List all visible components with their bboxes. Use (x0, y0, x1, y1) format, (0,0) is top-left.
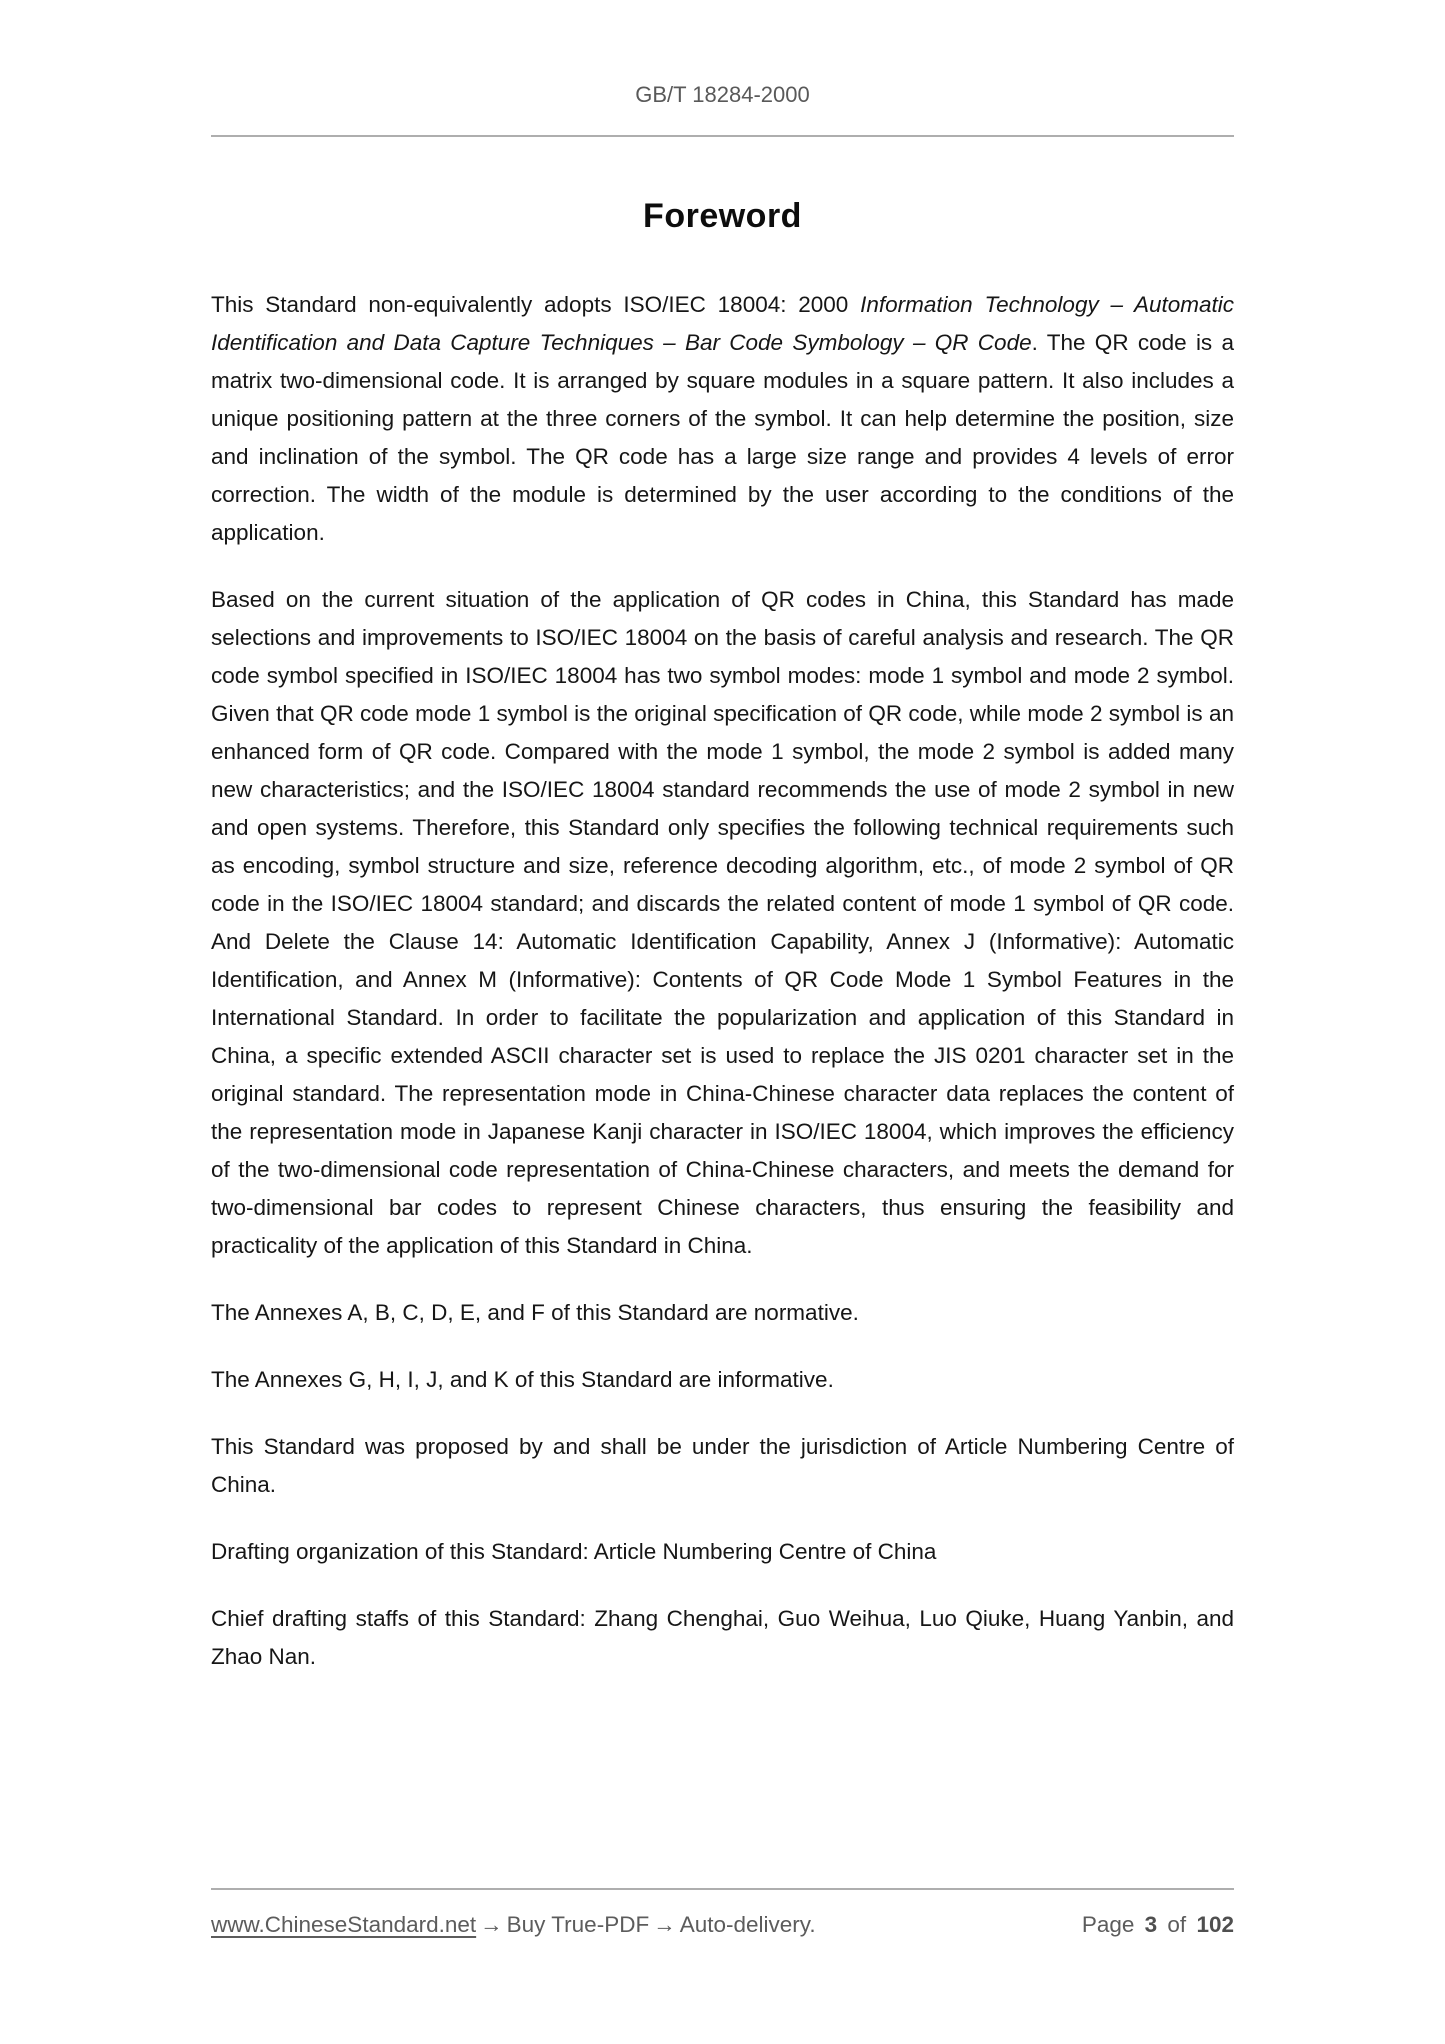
right-arrow-icon: → (480, 1912, 503, 1937)
paragraph-drafting-staff: Chief drafting staffs of this Standard: Zhang Chenghai, Guo Weihua, Luo Qiuke, Huang Yanbin, and Zhao Nan. (211, 1606, 1234, 1669)
intro-rest: . The QR code is a matrix two-dimensional code. It is arranged by square modules in a square pattern. It also includes a unique positioning pattern at the three corners of the symbol. It can help determine the position, size and inclination of the symbol. The QR code has a large size range and provides 4 levels of error correction. The width of the module is determined by the user according to the conditions of the application. (211, 330, 1234, 545)
paragraph-intro (211, 286, 1234, 552)
footer-promo (211, 1912, 816, 1938)
doc-number: GB/T 18284-2000 (635, 82, 810, 107)
document-body (211, 286, 1234, 1676)
header-divider (211, 135, 1234, 137)
paragraph-background: Based on the current situation of the application of QR codes in China, this Standard has made selections and improvements to ISO/IEC 18004 on the basis of careful analysis and research. The QR code symbol specified in ISO/IEC 18004 has two symbol modes: mode 1 symbol and mode 2 symbol. Given that QR code mode 1 symbol is the original specification of QR code, while mode 2 symbol is an enhanced form of QR code. Compared with the mode 1 symbol, the mode 2 symbol is added many new characteristics; and the ISO/IEC 18004 standard recommends the use of mode 2 symbol in new and open systems. Therefore, this Standard only specifies the following technical requirements such as encoding, symbol structure and size, reference decoding algorithm, etc., of mode 2 symbol of QR code in the ISO/IEC 18004 standard; and discards the related content of mode 1 symbol of QR code. And Delete the Clause 14: Automatic Identification Capability, Annex J (Informative): Automatic Identification, and Annex M (Informative): Contents of QR Code Mode 1 Symbol Features in the International Standard. In order to facilitate the popularization and application of this Standard in China, a specific extended ASCII character set is used to replace the JIS 0201 character set in the original standard. The representation mode in China-Chinese character data replaces the content of the representation mode in Japanese Kanji character in ISO/IEC 18004, which improves the efficiency of the two-dimensional code representation of China-Chinese characters, and meets the demand for two-dimensional bar codes to represent Chinese characters, thus ensuring the feasibility and practicality of the application of this Standard in China. (211, 587, 1234, 1258)
right-arrow-icon: → (653, 1912, 676, 1937)
paragraph-drafting-organization: Drafting organization of this Standard: Article Numbering Centre of China (211, 1539, 937, 1564)
of-label: of (1167, 1912, 1187, 1937)
total-pages-number: 102 (1196, 1912, 1234, 1937)
intro-standard-title: Information Technology – Automatic Identification and Data Capture Techniques – Bar Code Symbology – QR Code (211, 292, 1234, 355)
current-page-number: 3 (1144, 1912, 1158, 1937)
intro-lead: This Standard non-equivalently adopts ISO/IEC 18004: 2000 (211, 292, 861, 317)
footer-site-link[interactable]: www.ChineseStandard.net (211, 1912, 477, 1937)
running-header (0, 0, 1445, 108)
page-title: Foreword (643, 197, 802, 235)
page-label: Page (1081, 1912, 1135, 1937)
paragraph-jurisdiction: This Standard was proposed by and shall be under the jurisdiction of Article Numbering Centre of China. (211, 1434, 1234, 1497)
paragraph-annexes-normative: The Annexes A, B, C, D, E, and F of this Standard are normative. (211, 1300, 859, 1325)
paragraph-annexes-informative: The Annexes G, H, I, J, and K of this Standard are informative. (211, 1367, 834, 1392)
page-indicator (1082, 1912, 1234, 1938)
footer-buy-text: Buy True-PDF (506, 1912, 650, 1937)
page-footer (211, 1888, 1234, 1938)
footer-delivery-text: Auto-delivery. (679, 1912, 816, 1937)
footer-divider (211, 1888, 1234, 1890)
